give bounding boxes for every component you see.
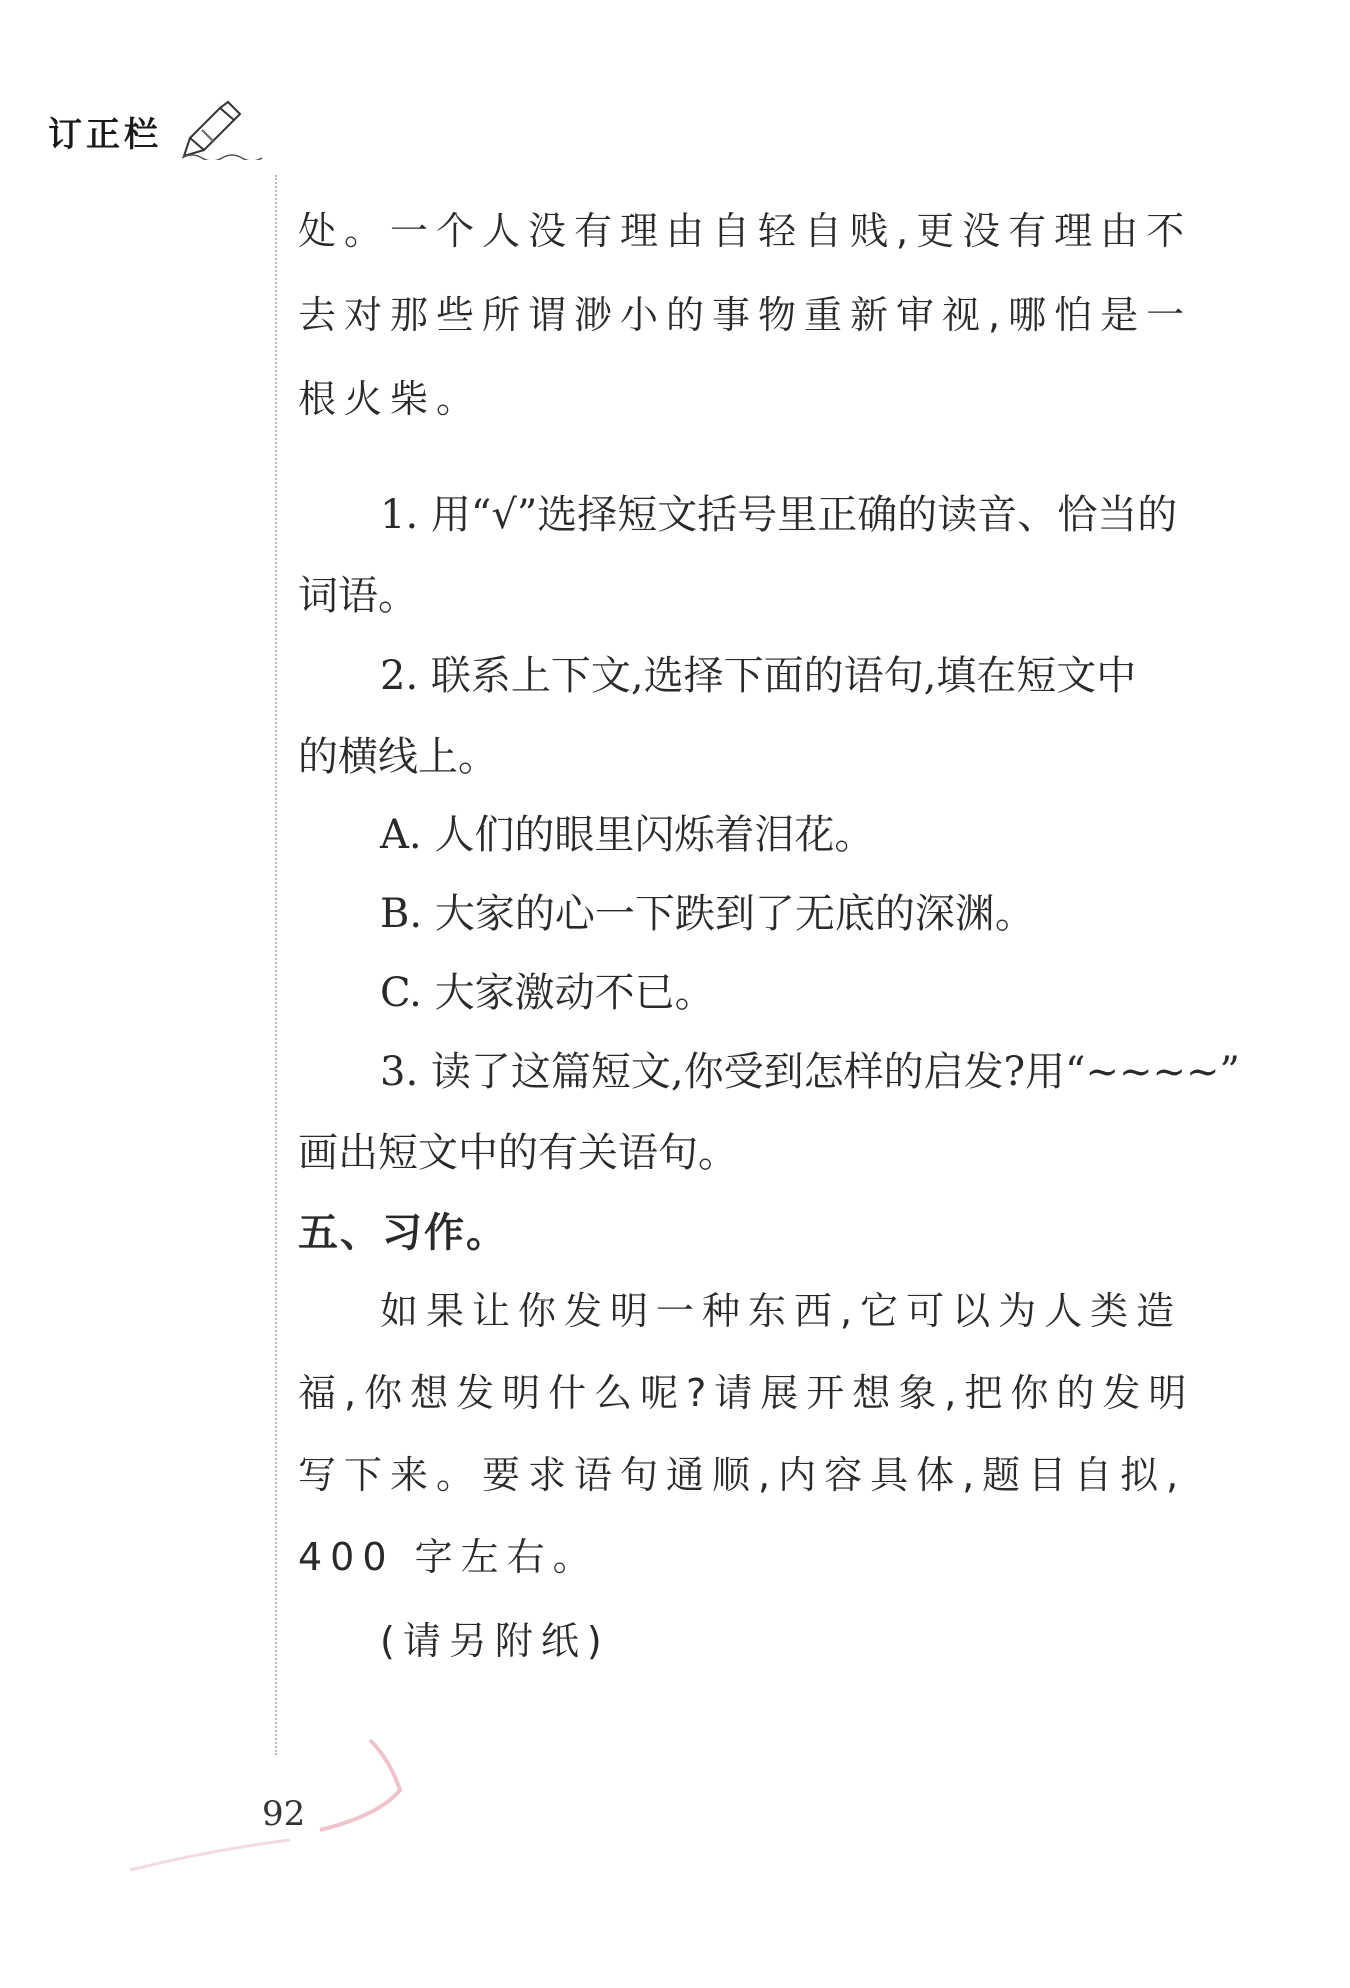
question-3-cont: 画出短文中的有关语句。 [298, 1130, 738, 1176]
correction-column-label: 订正栏 [48, 115, 162, 155]
passage-line: 根火柴。 [298, 377, 483, 421]
essay-prompt-line: 福,你想发明什么呢?请展开想象,把你的发明 [298, 1371, 1195, 1415]
essay-prompt-line: 写下来。要求语句通顺,内容具体,题目自拟, [298, 1453, 1187, 1497]
margin-divider [275, 175, 277, 1755]
attach-paper-note: (请另附纸) [380, 1619, 610, 1663]
question-2-cont: 的横线上。 [298, 734, 498, 780]
option-a: A. 人们的眼里闪烁着泪花。 [380, 812, 875, 858]
question-1-cont: 词语。 [298, 573, 418, 619]
passage-line: 去对那些所谓渺小的事物重新审视,哪怕是一 [298, 293, 1193, 337]
option-b: B. 大家的心一下跌到了无底的深渊。 [380, 891, 1035, 937]
option-c: C. 大家激动不已。 [380, 970, 715, 1016]
section-heading: 五、习作。 [298, 1210, 508, 1256]
essay-prompt-line: 如果让你发明一种东西,它可以为人类造 [380, 1289, 1183, 1333]
page-number: 92 [262, 1794, 306, 1834]
question-2: 2. 联系上下文,选择下面的语句,填在短文中 [380, 653, 1137, 699]
passage-line: 处。一个人没有理由自轻自贱,更没有理由不 [298, 209, 1193, 253]
pencil-icon [180, 100, 270, 160]
question-1: 1. 用“√”选择短文括号里正确的读音、恰当的 [380, 492, 1178, 538]
question-3: 3. 读了这篇短文,你受到怎样的启发?用“~~~~” [380, 1049, 1240, 1095]
essay-prompt-line: 400 字左右。 [298, 1535, 599, 1579]
